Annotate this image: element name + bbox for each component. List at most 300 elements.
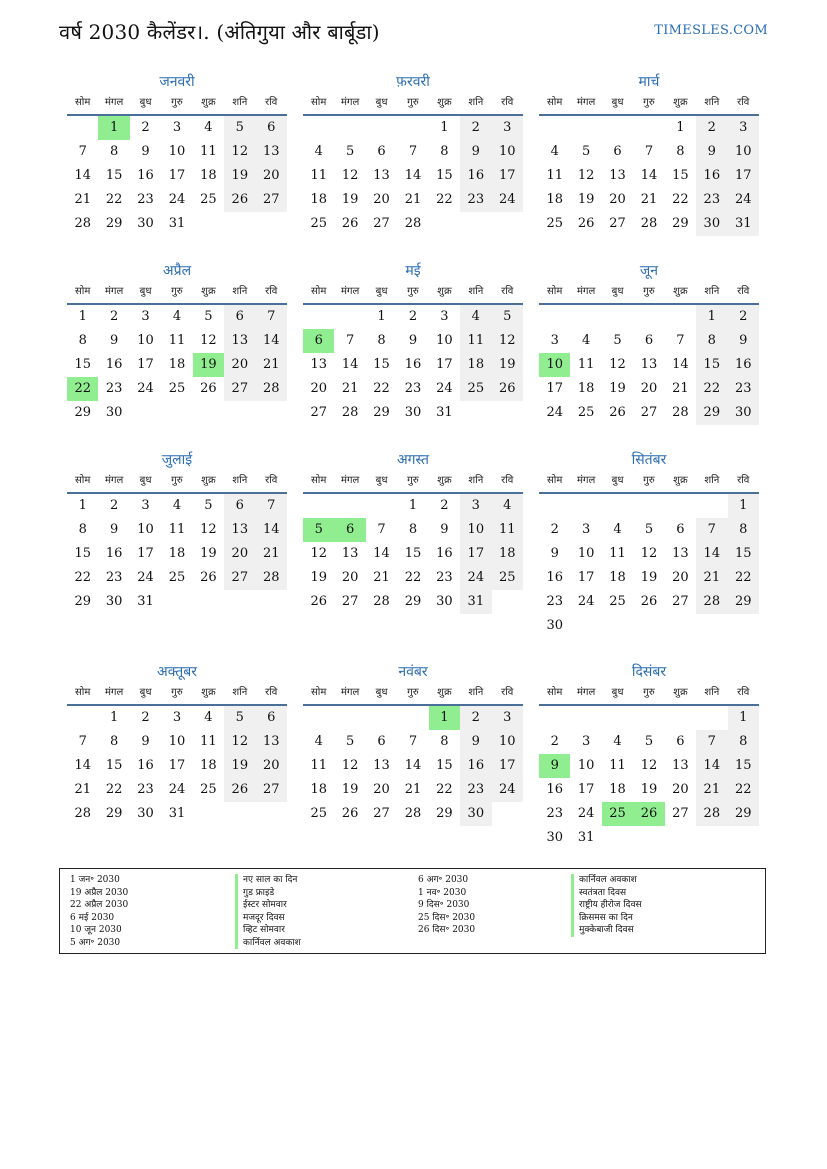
day-cell: 9 xyxy=(696,140,727,164)
day-cell: 10 xyxy=(460,518,491,542)
day-cell: 7 xyxy=(696,730,727,754)
day-cell: 9 xyxy=(109,522,119,537)
day-cell: 11 xyxy=(310,168,327,183)
empty-day xyxy=(570,116,601,140)
weekday-label: गुरु xyxy=(643,475,655,486)
day-cell: 9 xyxy=(440,522,449,537)
weekday-label: मंगल xyxy=(340,687,360,698)
day-cell: 20 xyxy=(373,782,390,797)
day-cell: 7 xyxy=(345,333,355,348)
empty-day xyxy=(539,116,570,140)
day-cell: 27 xyxy=(672,594,689,609)
empty-day xyxy=(334,494,365,518)
month-calendar xyxy=(303,662,523,826)
day-cell: 18 xyxy=(200,758,217,773)
day-cell: 9 xyxy=(408,333,418,348)
day-cell: 28 xyxy=(373,594,390,609)
day-cell: 15 xyxy=(105,168,123,183)
day-cell: 10 xyxy=(137,522,154,537)
day-cell: 11 xyxy=(609,546,626,561)
day-cell: 13 xyxy=(224,329,255,353)
day-cell: 16 xyxy=(546,570,563,585)
empty-day xyxy=(539,494,570,518)
day-cell: 6 xyxy=(644,333,654,348)
day-cell: 23 xyxy=(137,782,154,797)
day-cell: 11 xyxy=(609,758,626,773)
day-cell: 8 xyxy=(78,522,87,537)
day-cell: 20 xyxy=(341,570,359,585)
day-cell: 9 xyxy=(550,546,559,561)
day-cell: 5 xyxy=(204,498,213,513)
legend-holiday-name: कार्निवल अवकाश xyxy=(571,874,642,887)
empty-day xyxy=(665,706,696,730)
legend-names-col-1 xyxy=(235,874,301,949)
day-cell: 2 xyxy=(440,498,449,513)
day-cell: 21 xyxy=(256,542,287,566)
day-cell: 8 xyxy=(728,518,759,542)
day-cell: 3 xyxy=(581,522,591,537)
weekday-label: गुरु xyxy=(171,687,183,698)
weekday-header xyxy=(303,281,523,305)
weekday-header xyxy=(303,92,523,116)
day-cell: 4 xyxy=(172,309,182,324)
day-cell: 17 xyxy=(577,570,595,585)
day-cell: 7 xyxy=(696,518,727,542)
day-cell: 25 xyxy=(460,377,491,401)
weekday-label: गुरु xyxy=(407,475,419,486)
day-cell: 14 xyxy=(256,518,287,542)
day-cell: 21 xyxy=(341,381,359,396)
weekday-label: मंगल xyxy=(104,97,124,108)
day-cell: 19 xyxy=(310,570,327,585)
day-cell: 14 xyxy=(341,357,359,372)
day-cell: 8 xyxy=(696,329,727,353)
day-cell: 24 xyxy=(492,778,523,802)
month-calendar xyxy=(303,72,523,236)
day-cell: 3 xyxy=(728,116,759,140)
weekday-label: रवि xyxy=(501,97,514,108)
day-cell: 3 xyxy=(581,734,591,749)
day-cell: 28 xyxy=(696,590,727,614)
empty-day xyxy=(397,706,428,730)
weekday-label: शुक्र xyxy=(201,286,216,297)
day-cell: 29 xyxy=(105,216,123,231)
day-cell: 31 xyxy=(168,216,186,231)
day-cell: 22 xyxy=(728,566,759,590)
day-cell: 30 xyxy=(137,806,154,821)
weekday-label: बुध xyxy=(375,286,388,297)
day-grid xyxy=(303,494,523,614)
day-cell: 24 xyxy=(546,405,563,420)
day-cell: 1 xyxy=(408,498,418,513)
brand-link[interactable]: TIMESLES.COM xyxy=(654,23,768,38)
weekday-label: मंगल xyxy=(104,475,124,486)
empty-day xyxy=(602,494,633,518)
day-cell: 29 xyxy=(373,405,390,420)
legend-date: 19 अप्रैल 2030 xyxy=(70,887,129,898)
day-cell: 17 xyxy=(577,782,595,797)
day-cell: 8 xyxy=(377,333,386,348)
day-cell: 6 xyxy=(256,116,287,140)
empty-day xyxy=(570,494,601,518)
day-cell: 25 xyxy=(168,570,186,585)
day-cell: 31 xyxy=(436,405,453,420)
day-cell: 25 xyxy=(492,566,523,590)
day-cell: 2 xyxy=(109,309,119,324)
empty-day xyxy=(366,116,397,140)
day-cell: 1 xyxy=(440,120,449,135)
day-cell: 15 xyxy=(404,546,422,561)
day-cell: 12 xyxy=(310,546,327,561)
day-cell: 24 xyxy=(577,594,595,609)
day-cell: 10 xyxy=(728,140,759,164)
day-cell: 29 xyxy=(74,594,91,609)
day-cell: 10 xyxy=(492,730,523,754)
day-cell: 30 xyxy=(105,594,123,609)
day-cell: 2 xyxy=(141,710,150,725)
month-name: नवंबर xyxy=(398,664,428,680)
day-cell: 22 xyxy=(105,192,123,207)
weekday-label: मंगल xyxy=(576,97,596,108)
weekday-label: शनि xyxy=(468,97,484,108)
day-cell: 31 xyxy=(137,594,154,609)
day-cell: 15 xyxy=(696,353,727,377)
legend-date: 9 दिस॰ 2030 xyxy=(418,900,470,910)
day-cell: 18 xyxy=(609,570,626,585)
day-cell: 12 xyxy=(577,168,595,183)
day-cell: 15 xyxy=(373,357,390,372)
day-cell: 25 xyxy=(546,216,563,231)
weekday-label: मंगल xyxy=(340,97,360,108)
holiday-day: 19 xyxy=(193,353,224,377)
day-cell: 20 xyxy=(373,192,390,207)
day-cell: 1 xyxy=(728,706,759,730)
day-cell: 21 xyxy=(696,566,727,590)
day-cell: 6 xyxy=(377,734,386,749)
weekday-label: शनि xyxy=(232,286,248,297)
holiday-day: 5 xyxy=(303,518,334,542)
day-cell: 11 xyxy=(200,144,217,159)
day-cell: 30 xyxy=(460,802,491,826)
weekday-label: बुध xyxy=(375,475,388,486)
day-cell: 16 xyxy=(728,353,759,377)
empty-day xyxy=(334,305,365,329)
day-cell: 25 xyxy=(310,216,327,231)
day-cell: 30 xyxy=(137,216,154,231)
day-cell: 16 xyxy=(137,168,154,183)
day-cell: 13 xyxy=(341,546,359,561)
weekday-label: शुक्र xyxy=(201,97,216,108)
day-cell: 13 xyxy=(310,357,327,372)
month-name: सितंबर xyxy=(631,452,667,468)
holiday-day: 6 xyxy=(334,518,365,542)
day-cell: 1 xyxy=(696,305,727,329)
legend-holiday-name: क्रिसमस का दिन xyxy=(571,912,642,925)
weekday-label: रवि xyxy=(737,475,750,486)
day-cell: 22 xyxy=(404,570,422,585)
month-name: जून xyxy=(639,263,659,279)
day-cell: 22 xyxy=(728,778,759,802)
day-cell: 3 xyxy=(492,706,523,730)
day-cell: 24 xyxy=(728,188,759,212)
day-cell: 19 xyxy=(224,754,255,778)
day-grid xyxy=(539,116,759,236)
day-cell: 7 xyxy=(78,144,87,159)
day-cell: 15 xyxy=(436,758,453,773)
day-cell: 4 xyxy=(204,120,213,135)
legend-date: 10 जून 2030 xyxy=(70,925,122,935)
day-cell: 10 xyxy=(492,140,523,164)
weekday-header xyxy=(539,92,759,116)
legend-date: 6 मई 2030 xyxy=(70,912,115,923)
day-cell: 21 xyxy=(373,570,390,585)
day-cell: 20 xyxy=(672,782,689,797)
day-cell: 18 xyxy=(168,546,186,561)
empty-day xyxy=(539,305,570,329)
day-cell: 31 xyxy=(577,830,595,845)
weekday-label: सोम xyxy=(547,97,563,108)
day-cell: 12 xyxy=(224,730,255,754)
weekday-label: गुरु xyxy=(171,475,183,486)
day-cell: 12 xyxy=(640,546,658,561)
empty-day xyxy=(366,706,397,730)
legend-holiday-name: ईस्टर सोमवार xyxy=(235,899,301,912)
day-cell: 23 xyxy=(460,188,491,212)
day-cell: 21 xyxy=(256,353,287,377)
month-calendar xyxy=(539,72,759,236)
weekday-label: शुक्र xyxy=(437,475,452,486)
weekday-label: सोम xyxy=(547,687,563,698)
day-cell: 19 xyxy=(224,164,255,188)
day-cell: 2 xyxy=(550,522,559,537)
day-cell: 8 xyxy=(676,144,685,159)
day-cell: 28 xyxy=(74,216,91,231)
day-cell: 11 xyxy=(577,357,595,372)
day-cell: 29 xyxy=(672,216,689,231)
month-calendar xyxy=(539,261,759,425)
day-cell: 24 xyxy=(436,381,453,396)
empty-day xyxy=(303,494,334,518)
weekday-label: गुरु xyxy=(171,97,183,108)
day-cell: 11 xyxy=(168,522,186,537)
weekday-label: रवि xyxy=(501,687,514,698)
day-cell: 13 xyxy=(609,168,626,183)
day-cell: 11 xyxy=(310,758,327,773)
day-cell: 27 xyxy=(373,216,390,231)
month-calendar xyxy=(539,450,759,638)
day-cell: 4 xyxy=(581,333,591,348)
day-cell: 18 xyxy=(168,357,186,372)
day-cell: 28 xyxy=(404,216,422,231)
day-cell: 19 xyxy=(341,192,359,207)
empty-day xyxy=(570,305,601,329)
day-cell: 5 xyxy=(345,734,355,749)
weekday-label: रवि xyxy=(501,475,514,486)
day-grid xyxy=(539,305,759,425)
day-cell: 18 xyxy=(492,542,523,566)
day-cell: 5 xyxy=(224,706,255,730)
day-cell: 21 xyxy=(404,782,422,797)
day-cell: 17 xyxy=(168,168,186,183)
empty-day xyxy=(633,116,664,140)
day-cell: 22 xyxy=(672,192,689,207)
day-cell: 3 xyxy=(460,494,491,518)
day-cell: 27 xyxy=(341,594,359,609)
day-cell: 24 xyxy=(137,570,154,585)
day-cell: 21 xyxy=(404,192,422,207)
day-cell: 8 xyxy=(408,522,418,537)
weekday-label: शनि xyxy=(232,687,248,698)
weekday-label: शुक्र xyxy=(673,475,688,486)
weekday-label: शुक्र xyxy=(201,687,216,698)
legend-holiday-name: नए साल का दिन xyxy=(235,874,301,887)
weekday-label: शनि xyxy=(468,286,484,297)
day-cell: 14 xyxy=(696,754,727,778)
weekday-label: शुक्र xyxy=(201,475,216,486)
day-cell: 18 xyxy=(609,782,626,797)
day-cell: 15 xyxy=(436,168,453,183)
legend-names-col-2 xyxy=(571,874,642,937)
day-cell: 17 xyxy=(460,542,491,566)
holiday-day: 1 xyxy=(429,706,460,730)
weekday-label: मंगल xyxy=(340,475,360,486)
weekday-label: रवि xyxy=(737,286,750,297)
weekday-label: सोम xyxy=(311,687,327,698)
day-cell: 30 xyxy=(728,401,759,425)
month-calendar xyxy=(67,261,287,425)
day-cell: 15 xyxy=(728,542,759,566)
day-cell: 29 xyxy=(404,594,422,609)
weekday-header xyxy=(539,470,759,494)
empty-day xyxy=(67,116,98,140)
day-cell: 26 xyxy=(224,188,255,212)
day-cell: 11 xyxy=(546,168,563,183)
day-cell: 18 xyxy=(310,192,327,207)
weekday-label: बुध xyxy=(611,286,624,297)
empty-day xyxy=(633,706,664,730)
day-cell: 7 xyxy=(408,144,418,159)
day-cell: 7 xyxy=(78,734,87,749)
day-cell: 8 xyxy=(440,734,449,749)
day-cell: 15 xyxy=(672,168,689,183)
day-cell: 14 xyxy=(256,329,287,353)
weekday-header xyxy=(67,470,287,494)
day-cell: 14 xyxy=(74,758,91,773)
holiday-day: 25 xyxy=(602,802,633,826)
day-cell: 13 xyxy=(256,140,287,164)
weekday-label: बुध xyxy=(139,475,152,486)
weekday-label: शनि xyxy=(704,475,720,486)
day-cell: 6 xyxy=(224,305,255,329)
day-cell: 23 xyxy=(460,778,491,802)
day-cell: 2 xyxy=(141,120,150,135)
day-cell: 16 xyxy=(137,758,154,773)
weekday-header xyxy=(67,682,287,706)
day-cell: 15 xyxy=(74,546,91,561)
day-cell: 27 xyxy=(609,216,626,231)
day-cell: 5 xyxy=(613,333,622,348)
day-cell: 27 xyxy=(256,188,287,212)
legend-holiday-name: मजदूर दिवस xyxy=(235,912,301,925)
month-name: जनवरी xyxy=(159,74,195,90)
day-cell: 24 xyxy=(460,566,491,590)
day-grid xyxy=(539,706,759,850)
day-cell: 4 xyxy=(613,734,622,749)
day-cell: 28 xyxy=(256,566,287,590)
weekday-label: सोम xyxy=(75,687,91,698)
day-cell: 20 xyxy=(256,164,287,188)
day-cell: 22 xyxy=(436,192,453,207)
holiday-day: 22 xyxy=(67,377,98,401)
day-cell: 19 xyxy=(200,546,217,561)
day-cell: 5 xyxy=(345,144,355,159)
day-cell: 13 xyxy=(672,546,689,561)
weekday-label: सोम xyxy=(311,475,327,486)
legend-date: 1 नव॰ 2030 xyxy=(418,887,467,898)
weekday-label: रवि xyxy=(265,286,278,297)
day-cell: 10 xyxy=(577,546,595,561)
month-name: अप्रैल xyxy=(162,263,192,279)
day-cell: 5 xyxy=(581,144,591,159)
day-cell: 3 xyxy=(141,498,150,513)
day-cell: 17 xyxy=(137,546,154,561)
day-cell: 26 xyxy=(577,216,595,231)
day-cell: 29 xyxy=(105,806,123,821)
day-cell: 29 xyxy=(74,405,91,420)
weekday-label: मंगल xyxy=(576,687,596,698)
day-cell: 6 xyxy=(256,706,287,730)
day-cell: 17 xyxy=(137,357,154,372)
day-cell: 28 xyxy=(404,806,422,821)
day-cell: 21 xyxy=(696,778,727,802)
day-cell: 12 xyxy=(200,522,217,537)
month-calendar xyxy=(303,450,523,614)
day-cell: 23 xyxy=(728,377,759,401)
weekday-label: शनि xyxy=(704,286,720,297)
weekday-header xyxy=(303,682,523,706)
weekday-label: शुक्र xyxy=(437,97,452,108)
weekday-label: रवि xyxy=(737,687,750,698)
day-cell: 24 xyxy=(168,192,186,207)
weekday-label: सोम xyxy=(311,97,327,108)
day-cell: 25 xyxy=(200,782,217,797)
day-cell: 28 xyxy=(640,216,658,231)
day-cell: 20 xyxy=(609,192,626,207)
weekday-header xyxy=(67,281,287,305)
day-grid xyxy=(67,706,287,826)
day-cell: 2 xyxy=(550,734,559,749)
day-cell: 30 xyxy=(696,212,727,236)
day-cell: 5 xyxy=(644,734,654,749)
day-cell: 13 xyxy=(373,168,390,183)
day-cell: 4 xyxy=(172,498,182,513)
day-grid xyxy=(67,116,287,236)
day-grid xyxy=(303,116,523,236)
weekday-label: बुध xyxy=(611,687,624,698)
day-cell: 9 xyxy=(141,144,150,159)
day-cell: 29 xyxy=(728,802,759,826)
weekday-label: शनि xyxy=(468,687,484,698)
day-cell: 17 xyxy=(436,357,453,372)
empty-day xyxy=(334,706,365,730)
legend-date: 22 अप्रैल 2030 xyxy=(70,900,129,910)
day-cell: 25 xyxy=(310,806,327,821)
day-cell: 2 xyxy=(728,305,759,329)
day-cell: 16 xyxy=(105,546,123,561)
day-cell: 12 xyxy=(341,758,359,773)
holiday-day: 9 xyxy=(539,754,570,778)
day-cell: 1 xyxy=(377,309,386,324)
